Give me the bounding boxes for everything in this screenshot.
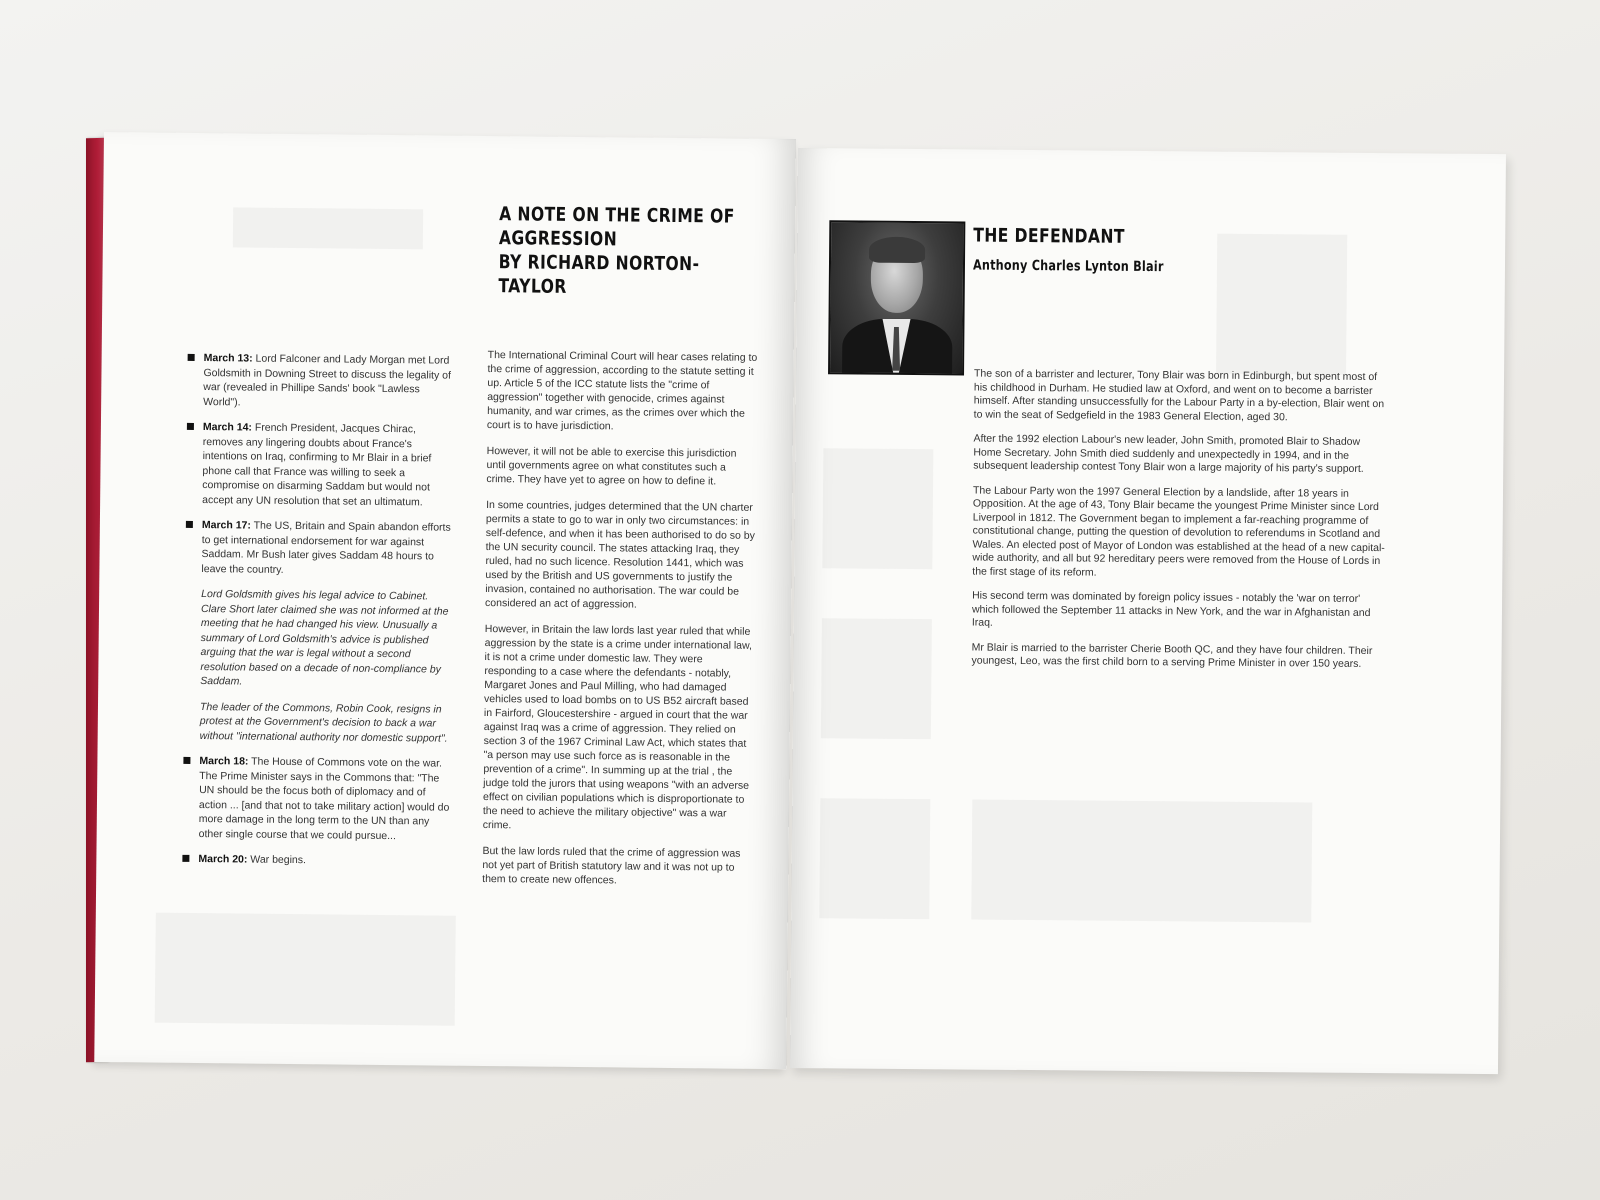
show-through-photo: [821, 618, 932, 739]
portrait-hair: [869, 237, 925, 263]
square-bullet-icon: [187, 423, 194, 430]
timeline-date: March 20:: [198, 853, 248, 866]
timeline-item: [182, 852, 452, 869]
show-through-text: [971, 800, 1312, 923]
timeline-column: [182, 351, 457, 880]
timeline-date: March 13:: [203, 352, 253, 365]
timeline-text: French President, Jacques Chirac, removes any lingering doubts about France's intentions on Iraq, confirming to Mr Blair in a brief phone call that France was willing to seek a compromise on disarming Saddam but would not accept any UN resolution that set an ultimatum.: [202, 421, 432, 508]
article-column: [482, 348, 758, 901]
bio-paragraph: The Labour Party won the 1997 General Election by a landslide, after 18 years in Opposition. At the age of 43, Tony Blair became the youngest Prime Minister since Lord Liverpool in 1812. The Government began to implement a far-reaching programme of constitutional change, putting the question of devolution to referendums in Scotland and Wales. An elected post of Mayor of London was established at the head of a new capital-wide authority, and all but 92 hereditary peers were removed from the House of Lords in the first stage of its reform.: [972, 484, 1385, 579]
square-bullet-icon: [186, 521, 193, 528]
bio-paragraph: After the 1992 election Labour's new leader, John Smith, promoted Blair to Shadow Home Secretary. John Smith died suddenly and unexpectedly in 1994, and in the subsequent leadership contest Tony Blair won a large majority of his party's support.: [973, 432, 1364, 475]
headline-line-2: AGGRESSION: [498, 227, 618, 251]
timeline-date: March 18:: [199, 755, 249, 768]
article-paragraph: In some countries, judges determined that the UN charter permits a state to go to war in only two circumstances: in self-defence, and when it has been authorised to do so by the UN security council. The states attacking Iraq, they ruled, had no such licence. Resolution 1441, which was used by the British and US governments to justify the invasion, contained no authorisation. The war could be considered an act of aggression.: [485, 499, 755, 611]
show-through-photo: [1216, 234, 1347, 375]
timeline-note: [184, 587, 455, 691]
article-paragraph: The International Criminal Court will hear cases relating to the crime of aggression, according to the statute setting it up. Article 5 of the ICC statute lists the "crime of aggression" together with genocide, crimes against humanity, and war crimes, as the crimes over which the court is to have jurisdiction.: [486, 349, 758, 433]
article-paragraph: However, it will not be able to exercise this jurisdiction until governments agree on what constitutes such a crime. They have yet to agree on how to define it.: [486, 445, 737, 488]
timeline-text: Lord Falconer and Lady Morgan met Lord Goldsmith in Downing Street to discuss the legality of war (revealed in Phillipe Sands' book "Lawless World").: [203, 352, 451, 408]
timeline-item: [187, 351, 458, 412]
timeline-note: [184, 699, 454, 745]
bio-paragraph: His second term was dominated by foreign policy issues - notably the 'war on terror' which followed the September 11 attacks in New York, and the war in Afghanistan and Iraq.: [971, 589, 1371, 629]
headline-line-3: BY RICHARD NORTON-TAYLOR: [498, 251, 700, 298]
show-through-photo: [819, 798, 930, 919]
show-through-photo: [822, 448, 933, 569]
show-through-text: [155, 913, 456, 1026]
timeline-text: Lord Goldsmith gives his legal advice to Cabinet. Clare Short later claimed she was not informed at the meeting that he had changed his view. Unusually a summary of Lord Goldsmith's advice is published arguing that the war is legal without a second resolution based on a decade of non-compliance by Saddam.: [200, 588, 449, 688]
timeline-item: [185, 518, 456, 579]
timeline-date: March 17:: [201, 519, 251, 532]
timeline-text: The House of Commons vote on the war. The Prime Minister says in the Commons that: "The UN should be the focus both of diplomacy and of action ... [and that not to take military action] would do more damage in the long term to the UN than any other single course that we could pursue...: [198, 755, 450, 842]
article-paragraph: But the law lords ruled that the crime of aggression was not yet part of British statutory law and it was not up to them to create new offences.: [482, 845, 741, 887]
timeline-text: War begins.: [247, 853, 307, 867]
defendant-name: Anthony Charles Lynton Blair: [972, 257, 1164, 276]
square-bullet-icon: [183, 757, 190, 764]
right-page: [790, 148, 1506, 1074]
timeline-text: The leader of the Commons, Robin Cook, resigns in protest at the Government's decision to back a war without "international authority nor domestic support".: [199, 700, 448, 745]
defendant-portrait: [828, 220, 965, 375]
bio-paragraph: The son of a barrister and lecturer, Tony Blair was born in Edinburgh, but spent most of his childhood in Durham. He studied law at Oxford, and went on to become a barrister himself. After standing unsuccessfully for the Labour Party in a by-election, Blair went on to win the seat of Sedgefield in the 1983 General Election, aged 30.: [973, 367, 1385, 423]
article-headline: [498, 202, 742, 301]
left-page: [94, 132, 796, 1069]
section-title: THE DEFENDANT: [973, 224, 1125, 248]
timeline-text: The US, Britain and Spain abandon efforts to get international endorsement for war against Saddam. Mr Bush later gives Saddam 48 hours to leave the country.: [201, 519, 451, 576]
timeline-date: March 14:: [202, 421, 253, 434]
bio-paragraph: Mr Blair is married to the barrister Cherie Booth QC, and they have four children. Their youngest, Leo, was the first child born to a serving Prime Minister in over 150 years.: [971, 641, 1373, 670]
timeline-item: [186, 420, 457, 510]
show-through-heading: [233, 207, 423, 249]
article-paragraph: However, in Britain the law lords last year ruled that while aggression by the state is a crime under international law, it is not a crime under domestic law. They were responding to a case where the defendants - notably, Margaret Jones and Paul Milling, who had damaged vehicles used to load bombs on to US B52 aircraft based in Fairford, Gloucestershire - argued in court that the war against Iraq was a crime of aggression. They relied on section 3 of the 1967 Criminal Law Act, which states that "a person may use such force as is reasonable in the prevention of a crime". In summing up at the trial , the judge told the jurors that using weapons "with an adverse effect on civilian populations which is disproportionate to the need to achieve the military objective" was a war crime.: [482, 623, 753, 832]
headline-line-1: A NOTE ON THE CRIME OF: [499, 203, 735, 228]
biography: [971, 368, 1388, 683]
timeline-item: [183, 754, 454, 844]
square-bullet-icon: [182, 855, 189, 862]
square-bullet-icon: [188, 354, 195, 361]
